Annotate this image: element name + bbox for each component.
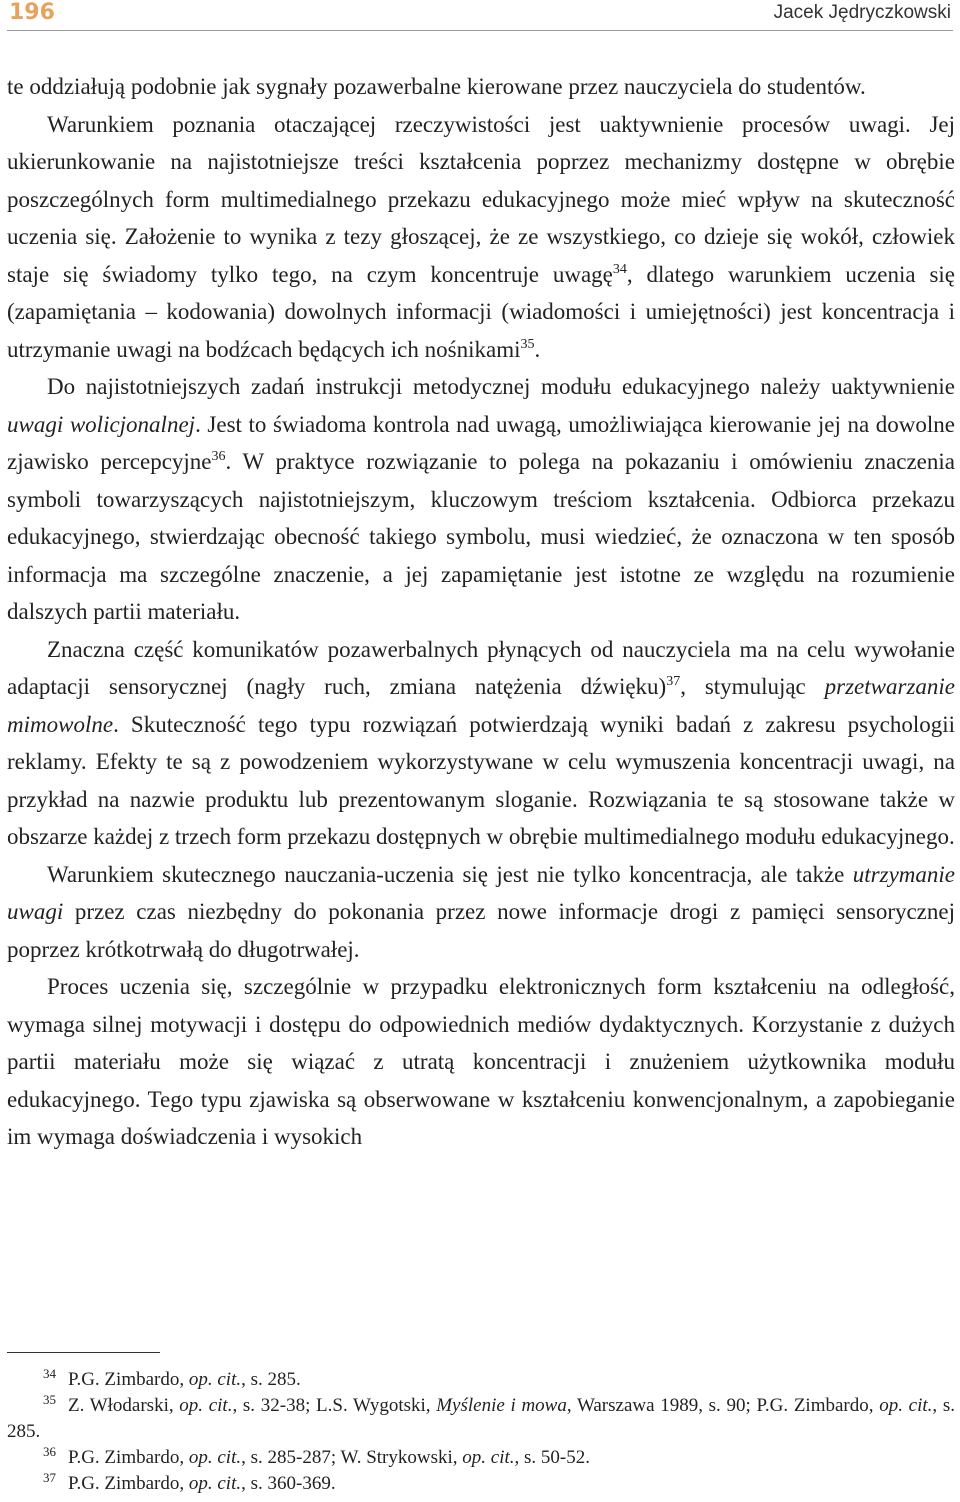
footnote-34 [7, 1367, 955, 1393]
footnote-emphasis: op. cit. [188, 1473, 242, 1494]
paragraph-4 [7, 631, 955, 856]
footnote-37 [7, 1471, 955, 1497]
paragraph-5-text-b: przez czas niezbędny do pokonania przez nowe informacje drogi z pamięci sensorycznej poprzez krótkotrwałą do długotrwałej. [7, 899, 955, 962]
paragraph-2-text-b: , dlatego warunkiem uczenia się (zapamiętania – kodowania) dowolnych informacji (wiadomości i umiejętności) jest koncentracja i utrzymanie uwagi na bodźcach będących ich nośnikami [7, 261, 956, 362]
footnote-ref-35[interactable]: 35 [520, 336, 535, 352]
footnote-text: Z. Włodarski, [68, 1395, 180, 1416]
footnote-36 [7, 1445, 955, 1471]
running-head-author: Jacek Jędryczkowski [773, 2, 951, 23]
paragraph-5-emphasis: utrzymanie uwagi [7, 861, 955, 924]
paragraph-3 [7, 368, 955, 631]
footnote-text: , s. 360-369. [241, 1473, 336, 1494]
paragraph-6: Proces uczenia się, szczególnie w przypadku elektronicznych form kształceniu na odległość, wymaga silnej motywacji i dostępu do odpowiednich mediów dydaktycznych. Korzystanie z dużych partii materiału może się wiązać z utratą koncentracji i znużeniem użytkownika modułu edukacyjnego. Tego typu zjawiska są obserwowane w kształceniu konwencjonalnym, a zapobieganie im wymaga doświadczenia i wysokich [7, 974, 955, 1149]
footnote-number: 36 [43, 1444, 56, 1459]
footnote-emphasis: op. cit. [879, 1395, 933, 1416]
footnote-emphasis: Myślenie i mowa [436, 1395, 567, 1416]
footnote-number: 34 [43, 1366, 56, 1381]
paragraph-3-text-b: . Jest to świadoma kontrola nad uwagą, umożliwiająca kierowanie jej na dowolne zjawisko percepcyjne [7, 411, 955, 474]
footnote-emphasis: op. cit. [188, 1447, 242, 1468]
paragraph-2-text-a: Warunkiem poznania otaczającej rzeczywistości jest uaktywnienie procesów uwagi. Jej ukierunkowanie na najistotniejsze treści kształcenia poprzez mechanizmy dostępne w obrębie poszczególnych form multimedialnego przekazu edukacyjnego może mieć wpływ na skuteczność uczenia się. Założenie to wynika z tezy głoszącej, że ze wszystkiego, co dzieje się wokół, człowiek staje się świadomy tylko tego, na czym koncentruje uwagę [7, 111, 955, 287]
footnote-number: 35 [43, 1392, 56, 1407]
footnote-emphasis: op. cit. [462, 1447, 515, 1468]
footnote-separator [7, 1352, 160, 1353]
paragraph-3-emphasis: uwagi wolicjonalnej [7, 411, 196, 437]
footnote-text: , s. 285-287; W. Strykowski, [241, 1447, 463, 1468]
footnote-text: , s. 285. [7, 1395, 955, 1442]
footnotes [7, 1367, 955, 1497]
page-header [7, 0, 953, 31]
paragraph-4-text-a: Znaczna część komunikatów pozawerbalnych płynących od nauczyciela ma na celu wywołanie adaptacji sensorycznej (nagły ruch, zmiana natężenia dźwięku) [7, 636, 955, 699]
paragraph-1: te oddziałują podobnie jak sygnały pozawerbalne kierowane przez nauczyciela do studentów. [7, 74, 866, 99]
footnote-text: , s. 32-38; L.S. Wygotski, [232, 1395, 437, 1416]
footnote-text: , s. 50-52. [514, 1447, 591, 1468]
paragraph-4-text-b: , stymulując [680, 674, 825, 699]
footnote-text: P.G. Zimbardo, [68, 1369, 189, 1390]
paragraph-3-text-c: . W praktyce rozwiązanie to polega na pokazaniu i omówieniu znaczenia symboli towarzyszących najistotniejszym, kluczowym treściom kształcenia. Odbiorca przekazu edukacyjnego, stwierdzając obecność takiego symbolu, musi wiedzieć, że oznaczona w ten sposób informacja ma szczególne znaczenie, a jej zapamiętanie jest istotne ze względu na rozumienie dalszych partii materiału. [7, 449, 955, 624]
paragraph-4-text-c: . Skuteczność tego typu rozwiązań potwierdzają wyniki badań z zakresu psychologii reklamy. Efekty te są z powodzeniem wykorzystywane w celu wymuszenia koncentracji uwagi, na przykład na nazwie produktu lub prezentowanym sloganie. Rozwiązania te są stosowane także w obszarze każdej z trzech form przekazu dostępnych w obrębie multimedialnego modułu edukacyjnego. [7, 711, 955, 849]
paragraph-3-text-a: Do najistotniejszych zadań instrukcji metodycznej modułu edukacyjnego należy uaktywnienie [47, 374, 955, 399]
body-text [7, 68, 955, 1156]
footnote-ref-34[interactable]: 34 [612, 261, 627, 277]
paragraph-4-emphasis: przetwarzanie mimowolne [7, 674, 955, 737]
footnote-35 [7, 1393, 955, 1445]
footnote-number: 37 [43, 1470, 56, 1485]
footnote-text: , Warszawa 1989, s. 90; P.G. Zimbardo, [566, 1395, 880, 1416]
paragraph-2-text-c: . [534, 336, 541, 362]
footnote-emphasis: op. cit. [179, 1395, 233, 1416]
page-number: 196 [9, 0, 55, 25]
paragraph-5 [7, 856, 955, 969]
footnote-ref-36[interactable]: 36 [211, 449, 226, 464]
footnote-emphasis: op. cit. [188, 1369, 242, 1390]
paragraph-5-text-a: Warunkiem skutecznego nauczania-uczenia się jest nie tylko koncentracja, ale także [47, 861, 853, 887]
footnote-text: , s. 285. [241, 1369, 301, 1390]
footnote-ref-37[interactable]: 37 [666, 674, 681, 689]
paragraph-2 [7, 106, 955, 369]
footnote-text: P.G. Zimbardo, [68, 1447, 189, 1468]
footnote-text: P.G. Zimbardo, [68, 1473, 189, 1494]
